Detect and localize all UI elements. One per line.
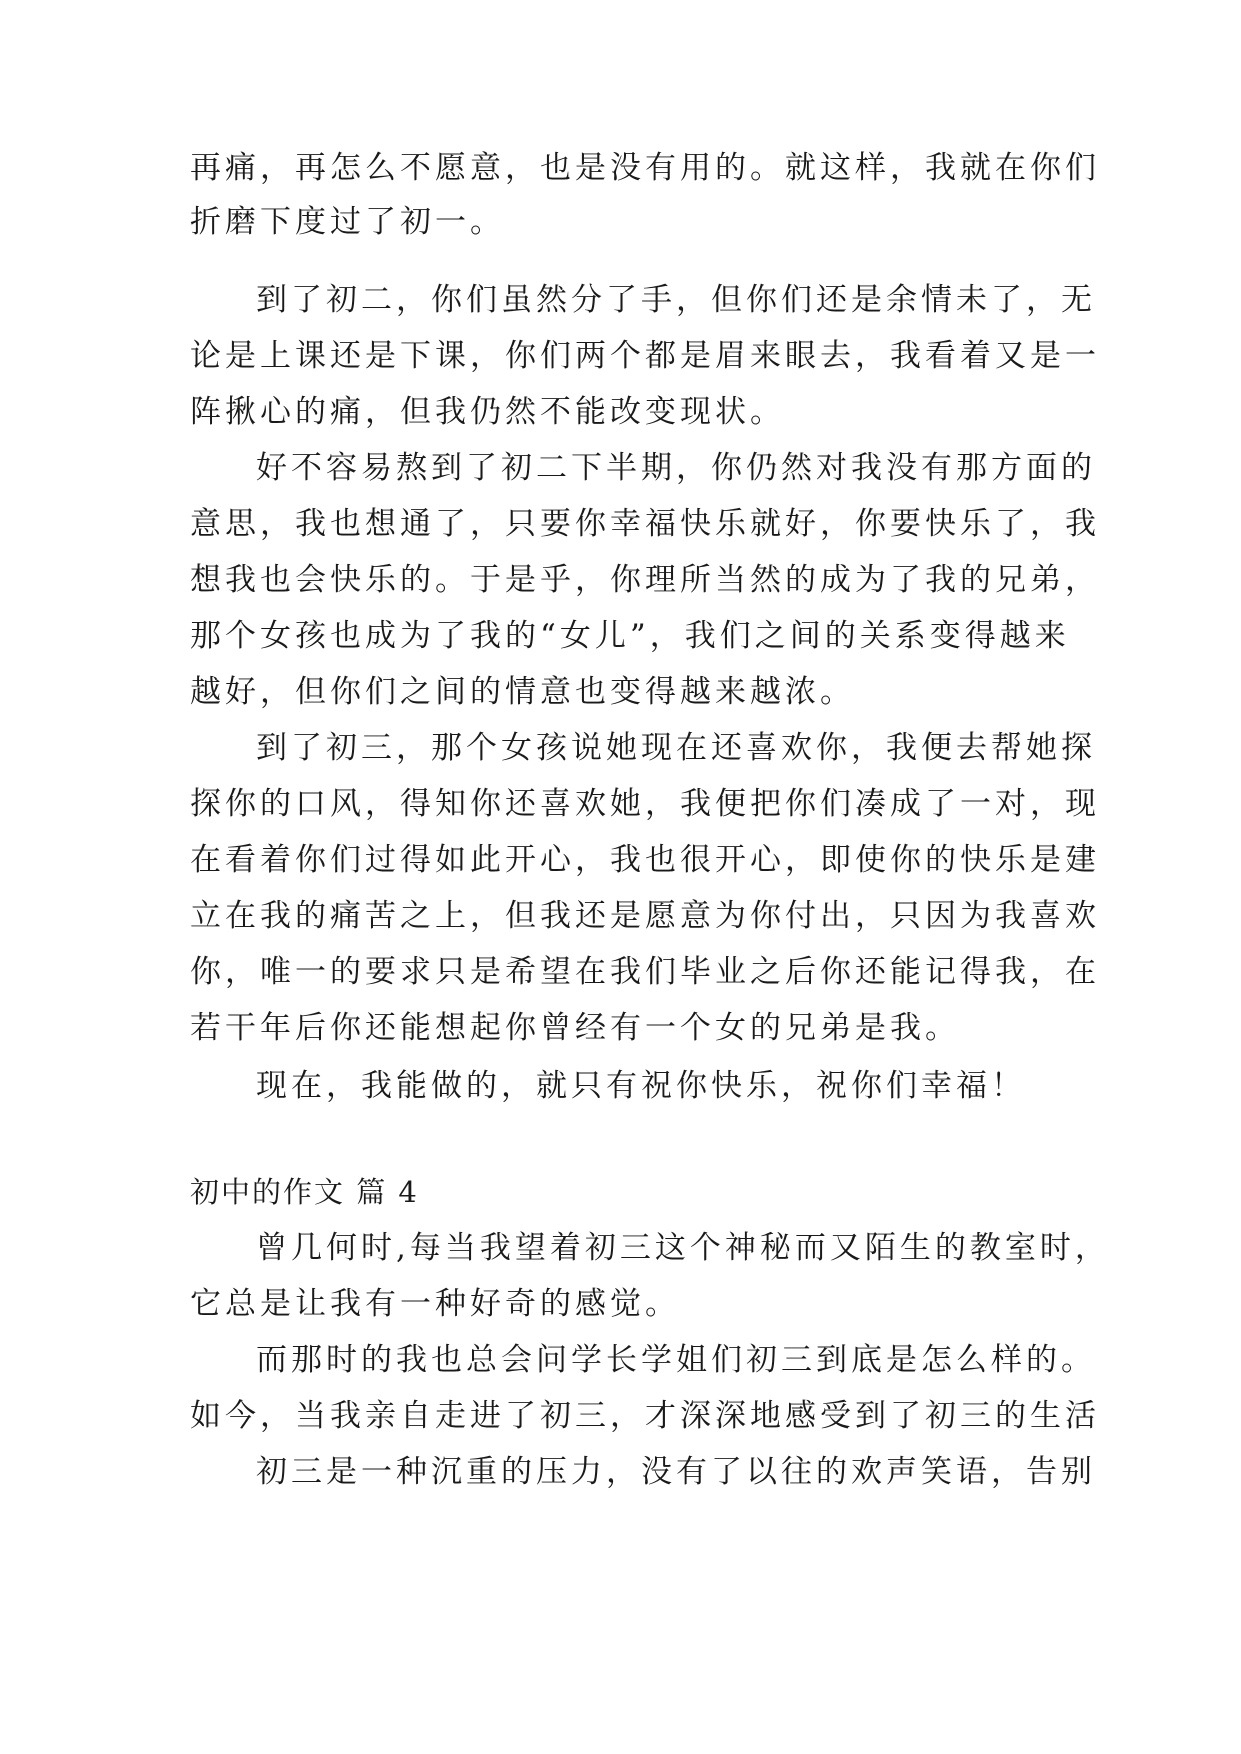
paragraph-first-line: 到了初二，你们虽然分了手，但你们还是余情未了，无 <box>256 282 1096 318</box>
text-line: 探你的口风，得知你还喜欢她，我便把你们凑成了一对，现 <box>190 786 1100 822</box>
text-line: 它总是让我有一种好奇的感觉。 <box>190 1286 680 1322</box>
text-line: 立在我的痛苦之上，但我还是愿意为你付出，只因为我喜欢 <box>190 898 1100 934</box>
text-line: 越好，但你们之间的情意也变得越来越浓。 <box>190 674 855 710</box>
paragraph-first-line: 现在，我能做的，就只有祝你快乐，祝你们幸福！ <box>256 1068 1026 1104</box>
paragraph-first-line: 到了初三，那个女孩说她现在还喜欢你，我便去帮她探 <box>256 730 1096 766</box>
text-line: 想我也会快乐的。于是乎，你理所当然的成为了我的兄弟， <box>190 562 1100 598</box>
paragraph-first-line: 而那时的我也总会问学长学姐们初三到底是怎么样的。 <box>256 1342 1096 1378</box>
text-line: 意思，我也想通了，只要你幸福快乐就好，你要快乐了，我 <box>190 506 1100 542</box>
text-line: 再痛，再怎么不愿意，也是没有用的。就这样，我就在你们 <box>190 150 1100 186</box>
text-line: 若干年后你还能想起你曾经有一个女的兄弟是我。 <box>190 1010 960 1046</box>
section-heading: 初中的作文 篇 4 <box>190 1175 419 1209</box>
text-line: 在看着你们过得如此开心，我也很开心，即使你的快乐是建 <box>190 842 1100 878</box>
paragraph-first-line: 好不容易熬到了初二下半期，你仍然对我没有那方面的 <box>256 450 1096 486</box>
text-line: 你，唯一的要求只是希望在我们毕业之后你还能记得我，在 <box>190 954 1100 990</box>
text-line: 那个女孩也成为了我的“女儿”，我们之间的关系变得越来 <box>190 618 1070 654</box>
paragraph-first-line: 初三是一种沉重的压力，没有了以往的欢声笑语，告别 <box>256 1454 1096 1490</box>
text-line: 阵揪心的痛，但我仍然不能改变现状。 <box>190 394 785 430</box>
text-line: 折磨下度过了初一。 <box>190 204 505 240</box>
text-line: 论是上课还是下课，你们两个都是眉来眼去，我看着又是一 <box>190 338 1100 374</box>
paragraph-first-line: 曾几何时,每当我望着初三这个神秘而又陌生的教室时， <box>256 1230 1110 1266</box>
text-line: 如今，当我亲自走进了初三，才深深地感受到了初三的生活 <box>190 1398 1100 1434</box>
